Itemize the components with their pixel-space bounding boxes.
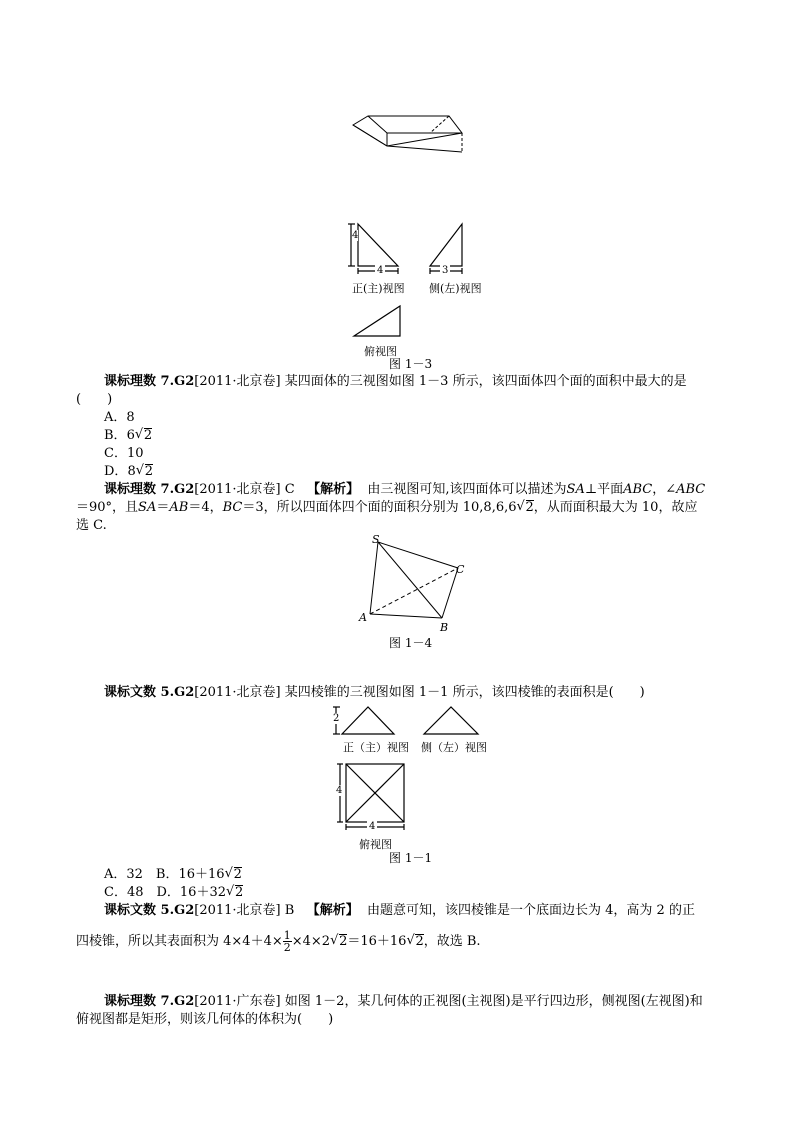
question-1-stem bbox=[104, 373, 687, 391]
source-ref: [2011·北京卷] bbox=[194, 374, 281, 389]
radical bbox=[135, 427, 152, 445]
option-a bbox=[104, 409, 135, 427]
radical bbox=[225, 866, 242, 884]
option-c bbox=[104, 445, 144, 463]
dim-top-width: 4 bbox=[369, 821, 376, 832]
side-view-label: 侧（左）视图 bbox=[421, 741, 487, 754]
source-tag: 课标文数 5.G2 bbox=[104, 903, 195, 918]
question-text: 某四棱锥的三视图如图 1－1 所示，该四棱锥的表面积是 bbox=[284, 685, 609, 700]
answer-paren: ( ) bbox=[76, 392, 113, 407]
text: ⊥平面 bbox=[584, 482, 624, 497]
numerator: 1 bbox=[283, 929, 291, 942]
text: 四棱锥，所以其表面积为 4×4＋4× bbox=[76, 934, 283, 949]
answer-1-line-1 bbox=[104, 481, 705, 499]
radicand: 2 bbox=[339, 934, 348, 949]
math-var: ABC bbox=[623, 482, 653, 497]
text: ＝16＋16 bbox=[347, 934, 407, 949]
text: 由三视图可知,该四面体可以描述为 bbox=[367, 482, 567, 497]
question-3-line-2: 俯视图都是矩形，则该几何体的体积为( ) bbox=[76, 1012, 334, 1027]
top-view-label: 俯视图 bbox=[359, 838, 392, 851]
radicand: 2 bbox=[235, 885, 244, 900]
text: ＝ bbox=[156, 500, 170, 515]
math-var: AB bbox=[169, 500, 189, 515]
source-ref: [2011·北京卷] bbox=[194, 685, 281, 700]
option-text: C．48 D．16＋32 bbox=[104, 885, 226, 900]
answer-letter: B bbox=[284, 903, 295, 918]
analysis-tag: 【解析】 bbox=[307, 482, 360, 497]
source-ref: [2011·北京卷] bbox=[194, 903, 281, 918]
radical bbox=[330, 930, 347, 954]
text: ＝4， bbox=[188, 500, 223, 515]
vertex-s-label: S bbox=[372, 533, 380, 546]
option-label: B． bbox=[104, 428, 127, 443]
source-tag: 课标理数 7.G2 bbox=[104, 994, 195, 1009]
math-var: BC bbox=[222, 500, 243, 515]
option-b bbox=[104, 427, 152, 445]
dim-side-label: 3 bbox=[442, 265, 449, 276]
source-tag: 课标理数 7.G2 bbox=[104, 482, 195, 497]
option-d bbox=[104, 463, 153, 481]
option-value: 8 bbox=[126, 410, 135, 425]
text: ＝3，所以四面体四个面的面积分别为 10,8,6,6 bbox=[242, 500, 517, 515]
option-text: A．32 B．16＋16 bbox=[104, 867, 225, 882]
prism-figure bbox=[348, 112, 472, 158]
pyramid-front-view bbox=[332, 702, 398, 738]
answer-1-line-3: 选 C. bbox=[76, 518, 107, 533]
option-value: 8 bbox=[127, 464, 136, 479]
top-view-label: 俯视图 bbox=[364, 345, 397, 358]
dim-width-label: 4 bbox=[377, 265, 384, 276]
vertex-b-label: B bbox=[440, 621, 449, 634]
text: ，故选 B. bbox=[423, 934, 481, 949]
option-c-d bbox=[104, 884, 243, 902]
dim-pyramid-height: 2 bbox=[333, 713, 340, 724]
radical bbox=[226, 884, 243, 902]
answer-letter: C bbox=[284, 482, 295, 497]
vertex-a-label: A bbox=[359, 611, 367, 624]
source-ref: [2011·北京卷] bbox=[194, 482, 281, 497]
figure-caption: 图 1－4 bbox=[389, 636, 433, 650]
side-view-label: 侧(左)视图 bbox=[429, 282, 482, 295]
source-tag: 课标文数 5.G2 bbox=[104, 685, 195, 700]
top-view-figure bbox=[350, 302, 406, 340]
figure-caption: 图 1－1 bbox=[389, 851, 433, 865]
radical bbox=[406, 930, 423, 954]
pyramid-side-view bbox=[420, 702, 482, 738]
answer-2-line-1 bbox=[104, 902, 695, 920]
radicand: 2 bbox=[525, 500, 534, 515]
answer-paren: ( ) bbox=[608, 685, 645, 700]
math-var: ABC bbox=[676, 482, 706, 497]
question-text: 如图 1－2，某几何体的正视图(主视图)是平行四边形，侧视图(左视图)和 bbox=[284, 994, 703, 1009]
radical bbox=[136, 463, 153, 481]
analysis-tag: 【解析】 bbox=[306, 903, 359, 918]
source-ref: [2011·广东卷] bbox=[194, 994, 281, 1009]
answer-1-line-2 bbox=[76, 499, 697, 517]
text: ×4×2 bbox=[291, 934, 331, 949]
radicand: 2 bbox=[143, 428, 153, 443]
math-var: SA bbox=[566, 482, 585, 497]
source-tag: 课标理数 7.G2 bbox=[104, 374, 195, 389]
option-a-b bbox=[104, 866, 242, 884]
question-3-line-1 bbox=[104, 993, 703, 1011]
question-text: 某四面体的三视图如图 1－3 所示，该四面体四个面的面积中最大的是 bbox=[284, 374, 687, 389]
question-2-stem bbox=[104, 684, 645, 702]
text: ＝90°，且 bbox=[76, 500, 139, 515]
front-view-label: 正（主）视图 bbox=[343, 741, 409, 754]
answer-2-line-2 bbox=[76, 930, 481, 954]
option-label: A． bbox=[104, 410, 127, 425]
option-label: C． bbox=[104, 446, 127, 461]
figure-caption: 图 1－3 bbox=[389, 357, 433, 371]
radicand: 2 bbox=[144, 464, 153, 479]
denominator: 2 bbox=[283, 941, 291, 954]
radicand: 2 bbox=[233, 867, 242, 882]
text: ，从而面积最大为 10，故应 bbox=[533, 500, 698, 515]
vertex-c-label: C bbox=[456, 563, 465, 576]
text: 由题意可知，该四棱锥是一个底面边长为 4，高为 2 的正 bbox=[367, 903, 695, 918]
front-view-label: 正(主)视图 bbox=[352, 282, 405, 295]
option-value: 6 bbox=[126, 428, 135, 443]
radicand: 2 bbox=[415, 934, 424, 949]
fraction bbox=[283, 930, 292, 953]
math-var: SA bbox=[138, 500, 157, 515]
dim-top-height: 4 bbox=[336, 785, 343, 796]
option-label: D． bbox=[104, 464, 128, 479]
dim-height-label: 4 bbox=[352, 230, 359, 241]
radical bbox=[517, 499, 534, 517]
option-value: 10 bbox=[126, 446, 144, 461]
tetrahedron-figure bbox=[352, 536, 470, 632]
text: ，∠ bbox=[652, 482, 677, 497]
